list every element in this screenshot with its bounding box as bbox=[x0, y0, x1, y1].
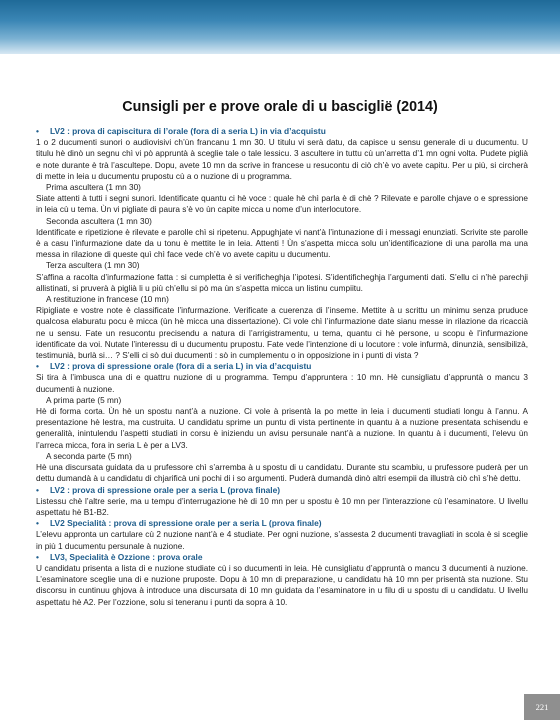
paragraph: Listessu chè l’altre serie, ma u tempu d’interrugazione hè di 10 mn per u spostu è 10 mn per l’interazzione cù l’esaminatore. U livellu aspettatu hè B1-B2. bbox=[36, 496, 528, 517]
bullet-icon: • bbox=[36, 484, 39, 495]
subheading: A prima parte (5 mn) bbox=[46, 395, 122, 405]
paragraph: U candidatu prisenta a lista di e nuzione studiate cù i so ducumenti in leia. Hè cunsigliatu d’appruntà o mancu 3 ducumenti à nuzione. L’esaminatore sceglie una di e nuzione pruposte. Dopu à 10 mn di preparazione, u candidatu hà 10 mn per prisentà sta nuzione. Stu discorsu in cuntinuu ghjova à introduce una discursata di 10 mn guidata da l’esaminatore in u filu di u spostu di u candidatu. U livellu aspettatu hè A2. Per l’ozzione, solu si teneranu i punti da sopra à 10. bbox=[36, 563, 528, 607]
header-gradient-band bbox=[0, 0, 560, 54]
subheading: Seconda ascultera (1 mn 30) bbox=[46, 216, 152, 226]
section-heading bbox=[36, 518, 528, 529]
bullet-icon: • bbox=[36, 126, 39, 136]
paragraph: Si tira à l’imbusca una di e quattru nuzione di u programma. Tempu d’appruntera : 10 mn. Hè cunsigliatu d’appruntà o mancu 3 ducumenti à nuzione. bbox=[36, 373, 528, 394]
bullet-icon: • bbox=[36, 518, 39, 529]
subheading: Prima ascultera (1 mn 30) bbox=[46, 183, 141, 193]
paragraph: 1 o 2 ducumenti sunori o audiovisivi ch’ùn francanu 1 mn 30. U titulu vi serà datu, da capisce u sensu generale di u ducumentu. U titulu hè dinò un segnu chì vi pò appruntà à sceglie tale o tale lessicu. 3 ascultere in tuttu cù un’arretta d’1 mn ogni volta. Pudete piglià e note durante è trà l’asculteре. Dopu, avete 10 mn da scrive in francese u resucontu di ciò ch’è vo avete capitu. Per u più, si circherà di mette in leia u ducumentu prupostu cù a o nuzione di u programma. bbox=[36, 138, 528, 181]
bullet-icon: • bbox=[36, 551, 39, 562]
section-heading bbox=[36, 126, 528, 137]
paragraph: Identificate e ripetizione è rilevate e parolle chì si ripetenu. Appughjate vi nant’à l’intunazione di i messagi enunziati. Scrivite ste parolle è a casu l’infurmazione date da u tonu è mettite le in leia. Attenti ! Ùn s’aspetta micca solu un’identificazione di una parolla ma una messa in rilazione di queste quì chì face vede ch’è vo avete capitu u ducumentu. bbox=[36, 227, 528, 260]
subheading: Terza ascultera (1 mn 30) bbox=[46, 261, 140, 271]
section-heading bbox=[36, 485, 528, 496]
subheading: A restituzione in francese (10 mn) bbox=[46, 295, 169, 305]
paragraph: Siate attenti à tutti i segni sunori. Identificate quantu ci hè voce : quale hè chì parla è di chè ? Rilevate e parolle chjave o e spressione in leia cù u tema. Ùn vi pigliate di paura s’è vo ùn capite micca u nome d’un interlocutore. bbox=[36, 194, 528, 215]
section-heading-text: LV2 : prova di spressione orale (fora di a seria L) in via d’acquistu bbox=[50, 361, 312, 372]
page-title: Cunsigli per e prove orale di u basciglië (2014) bbox=[122, 99, 438, 115]
section-heading-text: LV2 : prova di spressione orale per a seria L (prova finale) bbox=[50, 484, 281, 495]
paragraph: L’elevu appronta un cartulare cù 2 nuzione nant’à e 4 studiate. Per ogni nuzione, s’assesta 2 ducumenti travagliati in scola è si sceglie in più 1 ducumentu persunale à nuzione. bbox=[36, 530, 528, 551]
page-number: 221 bbox=[524, 694, 560, 720]
section-heading bbox=[36, 552, 528, 563]
section-heading bbox=[36, 361, 528, 372]
section-heading-text: LV2 : prova di capiscitura di l’orale (fora di a seria L) in via d’acquistu bbox=[50, 126, 326, 136]
bullet-icon: • bbox=[36, 361, 39, 372]
paragraph: Hè di forma corta. Ùn hè un spostu nant’à a nuzione. Ci vole à prisentà la po mette in leia i ducumenti studiati longu à l’annu. A presentazione hè lestra, ma custruita. U candidatu sprime un puntu di vista pertinente in quantu à a nuzione presentata schisendu e generalità, inintulendu l’aspetti studiati in corsu è iniziendu un avisu persunale nant’à a nuzione. In quantu à i ducumenti, l’elevu ùn l’arreca micca, fora in seria L è per a LV3. bbox=[36, 407, 528, 450]
section-heading-text: LV2 Specialità : prova di spressione orale per a seria L (prova finale) bbox=[50, 518, 322, 529]
paragraph: Ripigliate e vostre note è classificate l’infurmazione. Verificate a cuerenza di l’inseme. Mettite à u scrittu un minimu senza pruduce qualcosa elaburatu pocu è micca (ùn hè micca una dissertazione). Ci vole chì l’infurmazione date sianu messe in rilazione da ricaccià ne u sensu. Fate un resucontu precisendu a natura di l’arrigistramentu, u tema, quantu ci hè persone, u scopu è l’infurmazione identificate da voi. Nutate l’interessu di u ducumentu prupostu. Fate vede l’intenzione di u locutore : vole infurmà, dinunzià, sensibilizà, testimunià, burlà si… ? S’elli ci sò dui ducumenti : sò in cumplementu o in opposizione in i punti di vista ? bbox=[36, 306, 528, 361]
content-body bbox=[36, 126, 528, 608]
paragraph: S’affina a racolta d’infurmazione fatta : si cumpletta è si verificheghja l’ipotesi. S’identificheghja l’argumenti dati. S’ellu ci n’hè parechji allistinati, si pruverà à piglià li u più ch’ellu si pò ma ùn s’aspetta micca un listinu cumpiitu. bbox=[36, 272, 528, 293]
paragraph: Hè una discursata guidata da u prufessore chì s’arremba à u spostu di u candidatu. Durante stu scambiu, u prufessore puderà per un dettu dumandà à u candidatu di chjarificà uni pochi di i so argumenti. Puderà dumandà dinò altri esempii da illustrà ciò chì s’hè dettu. bbox=[36, 463, 528, 484]
section-heading-text: LV3, Specialità è Ozzione : prova orale bbox=[50, 551, 203, 562]
subheading: A seconda parte (5 mn) bbox=[46, 451, 132, 461]
